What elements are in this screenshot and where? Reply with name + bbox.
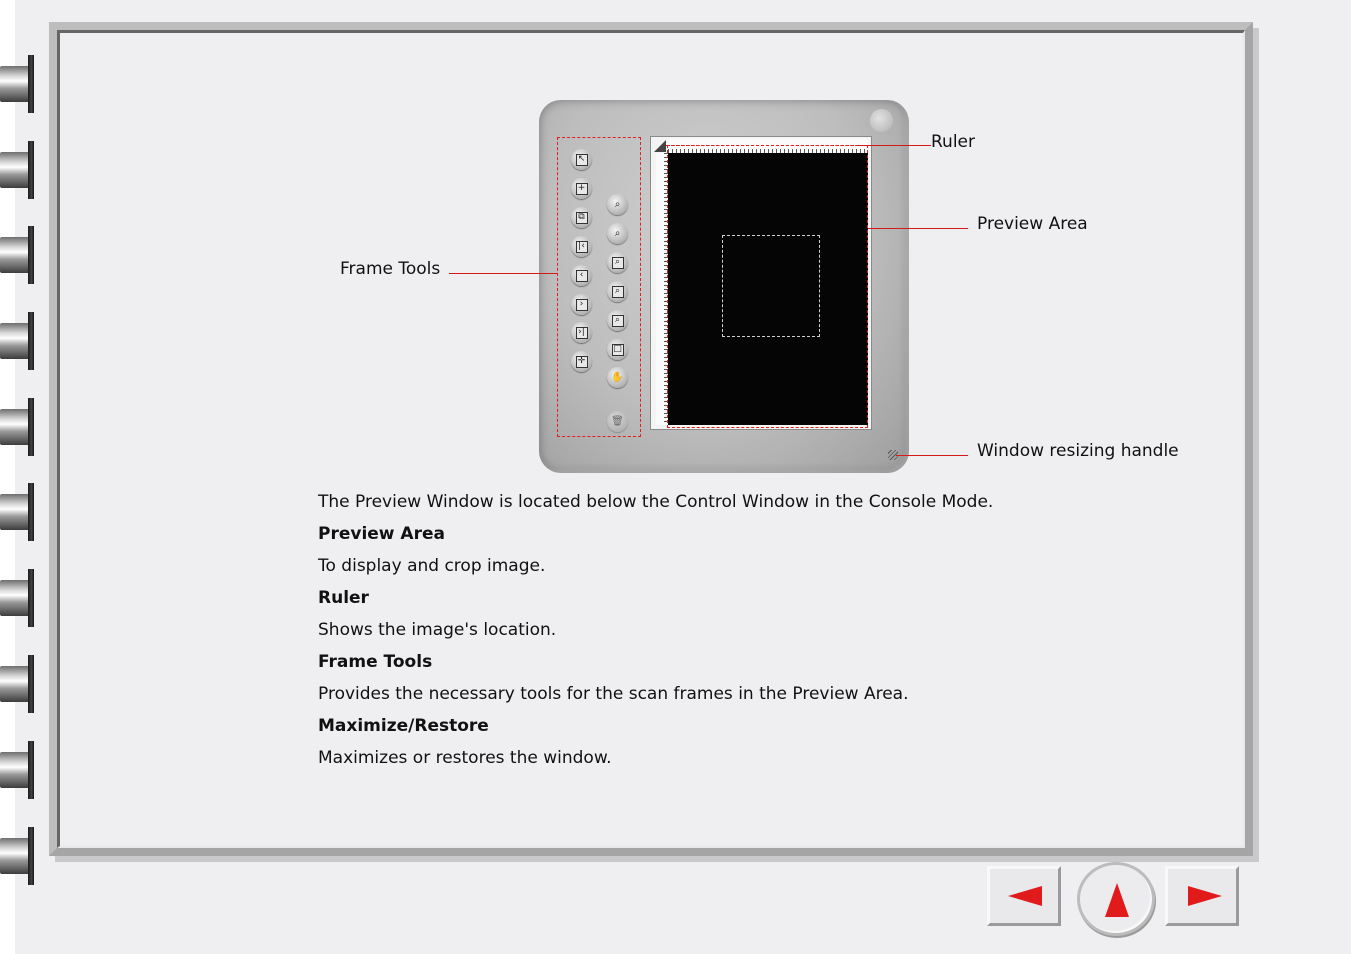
frame-tools-callout-line — [449, 273, 558, 274]
binding-ring — [0, 741, 34, 799]
preview-area-highlight — [667, 145, 868, 428]
actual-size-icon: □ — [607, 339, 628, 360]
binding-ring — [0, 655, 34, 713]
ruler-callout-line — [856, 145, 931, 146]
item-heading: Frame Tools — [318, 652, 433, 672]
binding-ring — [0, 569, 34, 627]
add-frame-icon: + — [571, 178, 592, 199]
binding-ring — [0, 312, 34, 370]
duplicate-frame-icon: ⧉ — [571, 207, 592, 228]
preview-area-callout: Preview Area — [977, 214, 1088, 234]
next-frame-icon: › — [571, 294, 592, 315]
item-heading: Preview Area — [318, 524, 445, 544]
frame-tools-highlight — [557, 137, 641, 437]
hand-icon: ✋ — [607, 367, 628, 388]
last-frame-icon: ›| — [571, 322, 592, 343]
select-icon: ↖ — [571, 149, 592, 170]
binding-ring — [0, 827, 34, 885]
binding-ring — [0, 55, 34, 113]
trash-icon: 🗑 — [607, 411, 628, 432]
item-description: To display and crop image. — [318, 556, 546, 576]
fit-height-icon: ⌕ — [607, 310, 628, 331]
zoom-in-icon: ⌕ — [607, 223, 628, 244]
item-heading: Ruler — [318, 588, 369, 608]
zoom-out-icon: ⌕ — [607, 252, 628, 273]
next-page-button[interactable] — [1165, 866, 1239, 926]
item-description: Provides the necessary tools for the scan frames in the Preview Area. — [318, 684, 909, 704]
resize-handle-callout-line — [896, 455, 968, 456]
binding-ring — [0, 398, 34, 456]
magnify-icon: ⌕ — [607, 194, 628, 215]
center-frame-icon: ✛ — [571, 351, 592, 372]
binding-ring — [0, 483, 34, 541]
preview-area-callout-line — [868, 228, 968, 229]
previous-frame-icon: ‹ — [571, 265, 592, 286]
frame-tools-callout: Frame Tools — [340, 259, 441, 279]
item-heading: Maximize/Restore — [318, 716, 489, 736]
binding-ring — [0, 226, 34, 284]
item-description: Maximizes or restores the window. — [318, 748, 612, 768]
fit-width-icon: ⌕ — [607, 281, 628, 302]
up-page-button[interactable] — [1077, 862, 1155, 936]
up-arrow-icon — [1105, 883, 1129, 917]
intro-text: The Preview Window is located below the Control Window in the Console Mode. — [318, 492, 994, 512]
right-arrow-icon — [1188, 886, 1222, 906]
resize-handle-callout: Window resizing handle — [977, 441, 1179, 461]
ruler-callout: Ruler — [931, 132, 975, 152]
binding-ring — [0, 141, 34, 199]
first-frame-icon: |‹ — [571, 236, 592, 257]
maximize-restore-button — [870, 109, 893, 132]
ruler-corner-icon — [654, 140, 666, 152]
left-arrow-icon — [1008, 886, 1042, 906]
previous-page-button[interactable] — [987, 866, 1061, 926]
item-description: Shows the image's location. — [318, 620, 557, 640]
